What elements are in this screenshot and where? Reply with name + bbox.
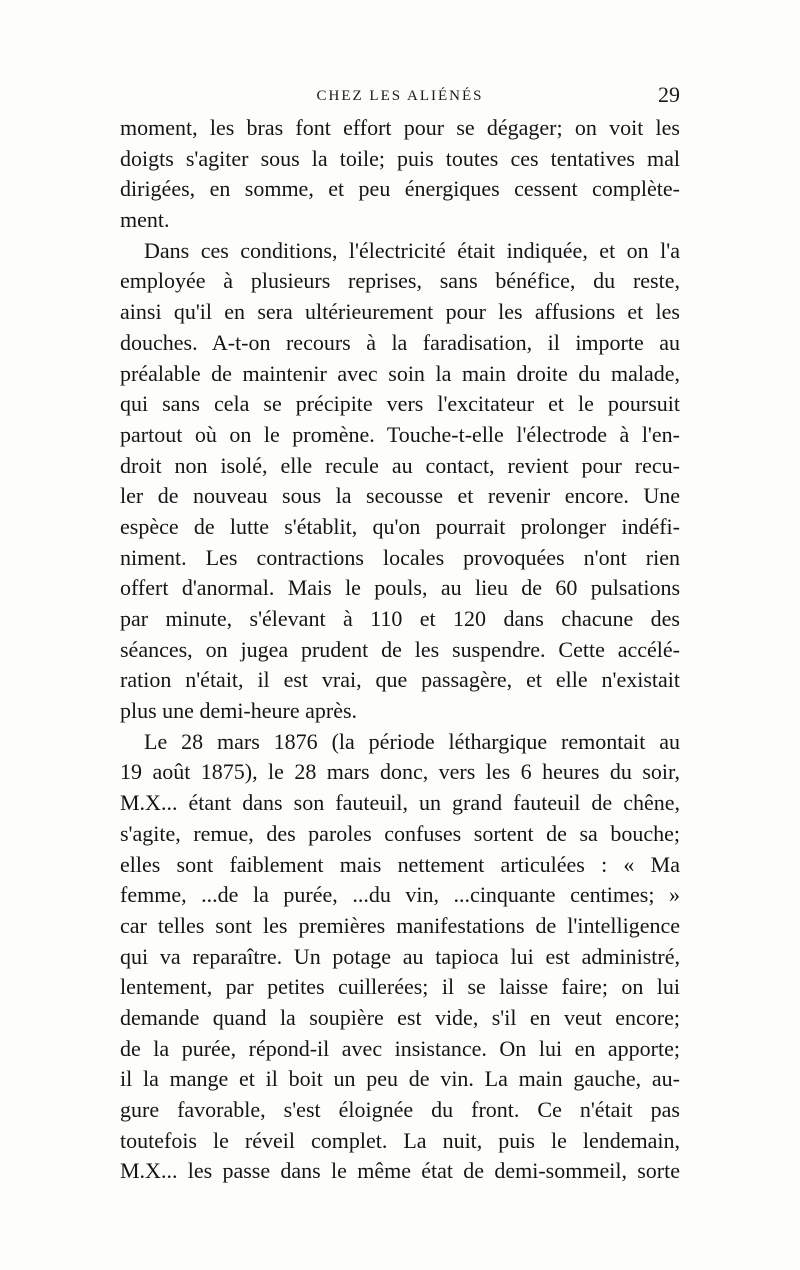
text-line: qui va reparaître. Un potage au tapioca lui est administré, <box>120 943 680 969</box>
text-line: espèce de lutte s'établit, qu'on pourrait prolonger indéfi- <box>120 513 680 539</box>
text-line: Le 28 mars 1876 (la période léthargique remontait au <box>144 728 680 754</box>
text-line: gure favorable, s'est éloignée du front. Ce n'était pas <box>120 1097 680 1122</box>
running-head <box>120 82 680 112</box>
text-line: qui sans cela se précipite vers l'excitateur et le poursuit <box>120 391 680 417</box>
text-line: droit non isolé, elle recule au contact, revient pour recu- <box>120 452 680 478</box>
text-line: demande quand la soupière est vide, s'il en veut encore; <box>120 1004 680 1030</box>
text-line: plus une demi-heure après. <box>120 698 358 724</box>
text-line: ment. <box>120 207 170 233</box>
text-line: employée à plusieurs reprises, sans bénéfice, du reste, <box>120 268 680 294</box>
text-line: 19 août 1875), le 28 mars donc, vers les 6 heures du soir, <box>120 759 680 785</box>
body-text <box>120 113 680 1187</box>
text-line: femme, ...de la purée, ...du vin, ...cinquante centimes; » <box>120 882 680 908</box>
text-line: niment. Les contractions locales provoquées n'ont rien <box>120 544 680 570</box>
text-line: offert d'anormal. Mais le pouls, au lieu de 60 pulsations <box>120 575 680 601</box>
text-line: ler de nouveau sous la secousse et revenir encore. Une <box>120 483 680 509</box>
text-line: M.X... étant dans son fauteuil, un grand fauteuil de chêne, <box>120 790 680 816</box>
text-line: ainsi qu'il en sera ultérieurement pour les affusions et les <box>120 299 680 325</box>
text-line: préalable de maintenir avec soin la main droite du malade, <box>120 360 680 386</box>
text-line: partout où on le promène. Touche-t-elle l'électrode à l'en- <box>120 421 680 447</box>
text-line: moment, les bras font effort pour se dégager; on voit les <box>120 115 680 140</box>
text-line: ration n'était, il est vrai, que passagère, et elle n'existait <box>120 667 680 693</box>
page-number: 29 <box>658 82 680 107</box>
text-line: par minute, s'élevant à 110 et 120 dans chacune des <box>120 606 680 631</box>
text-line: de la purée, répond-il avec insistance. On lui en apporte; <box>120 1035 680 1061</box>
text-line: lentement, par petites cuillerées; il se laisse faire; on lui <box>120 974 680 1000</box>
text-line: M.X... les passe dans le même état de demi-sommeil, sorte <box>120 1158 680 1184</box>
text-line: douches. A-t-on recours à la faradisation, il importe au <box>120 329 680 355</box>
text-line: car telles sont les premières manifestations de l'intelligence <box>120 912 680 938</box>
text-line: il la mange et il boit un peu de vin. La main gauche, au- <box>120 1066 680 1092</box>
text-line: Dans ces conditions, l'électricité était indiquée, et on l'a <box>144 237 680 263</box>
text-line: dirigées, en somme, et peu énergiques cessent complète- <box>120 176 680 202</box>
running-title: CHEZ LES ALIÉNÉS <box>316 88 484 104</box>
text-line: séances, on jugea prudent de les suspendre. Cette accélé- <box>120 636 680 662</box>
text-line: doigts s'agiter sous la toile; puis toutes ces tentatives mal <box>120 145 680 171</box>
text-line: toutefois le réveil complet. La nuit, puis le lendemain, <box>120 1127 680 1153</box>
text-line: s'agite, remue, des paroles confuses sortent de sa bouche; <box>120 820 680 846</box>
text-line: elles sont faiblement mais nettement articulées : « Ma <box>120 851 680 877</box>
